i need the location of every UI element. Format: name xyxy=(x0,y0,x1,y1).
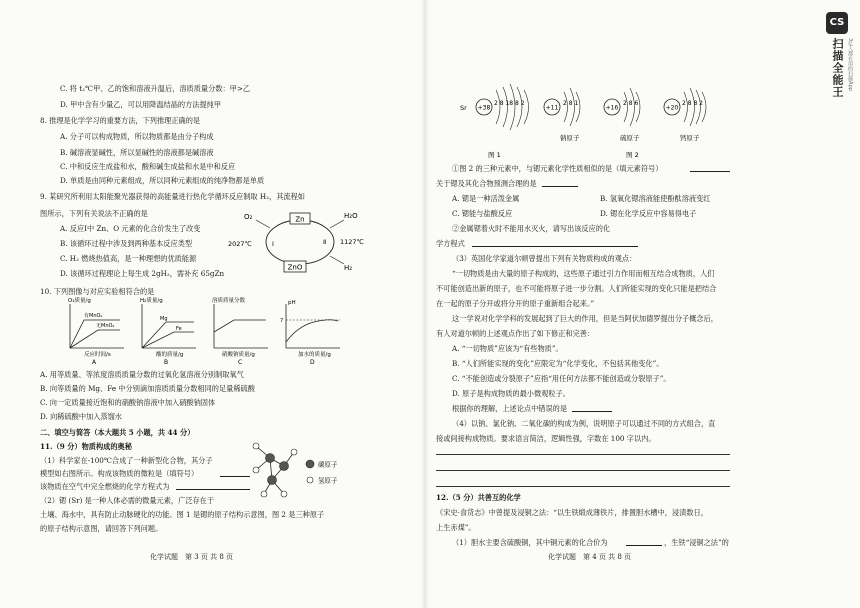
graph-c-xlabel: 硝酸钠质量/g xyxy=(222,352,255,358)
right-footer: 化学试题 第 4 页 共 8 页 xyxy=(548,553,632,561)
cycle-temp-1: 2027℃ xyxy=(228,240,252,248)
q8-stem: 8. 推理是化学学习的重要方法，下列推理正确的是 xyxy=(40,116,201,125)
sr-option-a: A. 锶是一种活泼金属 xyxy=(452,194,520,203)
q12-heading: 12.（5 分）共善互的化学 xyxy=(436,493,521,502)
zn-cycle-diagram xyxy=(228,206,368,278)
q11-2-1-answer-blank[interactable] xyxy=(690,171,730,172)
q12-1-answer-blank[interactable] xyxy=(626,545,662,546)
graph-c-tag: C xyxy=(238,359,243,366)
q11-3-intro: （3）英国化学家道尔顿曾提出下列有关物质构成的观点： xyxy=(452,254,637,263)
atom-ca-shells: 2 8 8 2 xyxy=(682,100,703,107)
q11-2-1-prediction: 关于锶及其化合物预测合理的是 xyxy=(436,179,537,188)
atom-na-label: 钠原子 xyxy=(560,134,580,142)
q11-4-text: （4）以钠、氯化钠、二氧化碳的构成为例，说明原子可以通过不同的方式组合，直 xyxy=(452,419,716,428)
q11-2-2-answer-blank[interactable] xyxy=(472,246,638,247)
figure-2-caption: 图 2 xyxy=(626,151,639,159)
camscanner-tagline: 3亿人都在用的扫描App xyxy=(847,38,853,91)
q11-3-answer-blank[interactable] xyxy=(572,411,612,412)
q11-2-1-text: ①图 2 的三种元素中，与锶元素化学性质相似的是（填元素符号） xyxy=(452,164,663,173)
cycle-zn: Zn xyxy=(295,215,305,224)
cycle-reaction-1: Ⅰ xyxy=(272,240,274,248)
q11-heading: 11.（9 分）物质构成的奥秘 xyxy=(40,442,132,451)
revision-b: B. “人们所能实现的变化”应限定为“化学变化，不包括其他变化”。 xyxy=(452,359,664,368)
atom-s-nucleus: +16 xyxy=(605,104,619,112)
q11-4-text-cont: 接或间接构成物质。要求语言简洁，逻辑性强，字数在 100 字以内。 xyxy=(436,434,656,443)
q11-2-text: （2）锶 (Sr) 是一种人体必需的微量元素，广泛存在于 xyxy=(40,496,215,505)
q11-2-2-equation-prompt: 学方程式 xyxy=(436,239,465,248)
atom-ca-nucleus: +20 xyxy=(665,104,679,112)
graph-a-xlabel: 反应时间/s xyxy=(84,352,111,358)
q9-stem: 9. 某研究所利用太阳能聚光器获得的高能量进行热化学循环反应制取 H₂，其流程如 xyxy=(40,192,305,201)
cycle-o2: O₂ xyxy=(244,213,253,221)
q11-1-answer-blank-2[interactable] xyxy=(176,489,250,490)
q10-option-c: C. 向一定质量接近饱和的硝酸钠溶液中加入硝酸钠固体 xyxy=(40,398,216,407)
atom-structure-figures xyxy=(460,78,720,160)
q12-text-cont: 上生赤煤”。 xyxy=(436,523,476,532)
dalton-quote-1: “一切物质是由大量的原子构成的，这些原子通过引力作用而相互结合成物质，人们 xyxy=(452,269,715,278)
atom-s-shells: 2 8 6 xyxy=(623,100,639,107)
q10-stem: 10. 下列图像与对应实验相符合的是 xyxy=(40,287,155,296)
q12-1-text-cont: ，生铁“浸铜之法”的 xyxy=(664,538,729,547)
graph-a-tag: A xyxy=(92,359,97,366)
section-2-heading: 二、填空与简答（本大题共 5 小题，共 44 分） xyxy=(40,428,195,437)
q11-1-text: （1）科学家在-100℃合成了一种新型化合物，其分子 xyxy=(40,456,213,465)
legend-hydrogen: 氢原子 xyxy=(318,476,338,485)
revision-c: C. “不能创造或分裂原子”应指“用任何方法都不能创造或分裂原子”。 xyxy=(452,374,671,383)
q8-option-a: A. 分子可以构成物质，所以物质都是由分子构成 xyxy=(60,132,214,141)
q11-1-text-cont: 模型如右图所示。构成该物质的微粒是（填符号） xyxy=(40,469,199,478)
q12-1-text: （1）胆水主要含硫酸铜，其中铜元素的化合价为 xyxy=(452,538,608,547)
q11-1-equation-prompt: 该物质在空气中完全燃烧的化学方程式为 xyxy=(40,482,170,491)
cycle-h2: H₂ xyxy=(344,264,353,272)
q7-option-c: C. 将 t₂℃甲、乙的饱和溶液升温后，溶质质量分数：甲>乙 xyxy=(60,84,251,93)
figure-1-caption: 图 1 xyxy=(488,151,501,159)
q10-option-a: A. 用等质量、等浓度溶质质量分数的过氧化氢溶液分别制取氧气 xyxy=(40,370,244,379)
cycle-reaction-2: Ⅱ xyxy=(323,238,327,246)
q8-option-c: C. 中和反应生成盐和水，酸和碱生成盐和水是中和反应 xyxy=(60,162,236,171)
sr-option-b: B. 氢氧化锶溶液能使酚酞溶液变红 xyxy=(600,194,711,203)
q8-option-b: B. 碱溶液显碱性，所以显碱性的溶液都是碱溶液 xyxy=(60,148,214,157)
q9-option-c: C. H₂ 燃烧热值高，是一种理想的优质能源 xyxy=(60,254,197,263)
graph-a xyxy=(68,296,124,366)
cycle-temp-2: 1127℃ xyxy=(340,238,364,246)
graph-a-ylabel: O₂质量/g xyxy=(68,298,91,304)
q10-option-b: B. 向等质量的 Mg、Fe 中分别滴加溶质质量分数相同的足量稀硫酸 xyxy=(40,384,255,393)
graph-d-ref-value: 7 xyxy=(280,318,284,324)
atom-sr-shells: 2 8 18 8 2 xyxy=(494,100,525,107)
cycle-h2o: H₂O xyxy=(344,212,358,220)
revision-a: A. “一切物质”应该为“有些物质”。 xyxy=(452,344,563,353)
q8-option-d: D. 单质是由同种元素组成，所以同种元素组成的纯净物都是单质 xyxy=(60,176,265,185)
q10-graphs xyxy=(62,296,362,366)
q9-option-d: D. 该循环过程理论上每生成 2gH₂，需补充 65gZn xyxy=(60,269,225,278)
legend-carbon: 碳原子 xyxy=(318,460,338,469)
graph-b-xlabel: 酸的质量/g xyxy=(156,352,184,358)
q9-stem-cont: 图所示，下列有关说法不正确的是 xyxy=(40,209,148,218)
dalton-quote-3: 在一起的原子分开或将分开的原子重新组合起来。” xyxy=(436,299,595,308)
atom-sr-nucleus: +38 xyxy=(477,104,491,112)
graph-b-series-2: Fe xyxy=(176,326,182,332)
q11-3-context-cont: 有人对道尔顿的上述观点作出了如下修正和完善： xyxy=(436,329,595,338)
q9-option-b: B. 该循环过程中涉及到两种基本反应类型 xyxy=(60,239,193,248)
q11-2-text-end: 的原子结构示意图，请回答下列问题。 xyxy=(40,524,163,533)
camscanner-name: 扫描全能王 xyxy=(831,38,844,98)
q11-4-answer-line-3[interactable] xyxy=(436,486,730,487)
revision-d: D. 原子是构成物质的最小微观粒子。 xyxy=(452,389,570,398)
graph-d xyxy=(280,300,340,366)
q12-text: 《宋史·食货志》中曾提及浸铜之法：“以生铁煅成薄铁片，排置胆水槽中，浸渍数日， xyxy=(436,508,708,517)
graph-d-xlabel: 加水的质量/g xyxy=(298,352,331,358)
q7-option-d: D. 甲中含有少量乙，可以用降温结晶的方法提纯甲 xyxy=(60,100,222,109)
dalton-quote-2: 不可能创造出新的原子，也不可能将原子进一步分割。人们所能实现的变化只能是把结合 xyxy=(436,284,717,293)
graph-c-ylabel: 溶质质量分数 xyxy=(212,298,246,304)
graph-b-ylabel: H₂质量/g xyxy=(140,298,163,304)
graph-a-series-1: 有MnO₂ xyxy=(84,313,103,319)
sr-option-c: C. 锶能与盐酸反应 xyxy=(452,209,513,218)
page-fold xyxy=(421,0,429,608)
atom-sr-symbol: Sr xyxy=(460,104,467,112)
graph-d-tag: D xyxy=(310,359,315,366)
q11-3-context: 这一学说对化学学科的发展起到了巨大的作用，但是当阿伏加德罗提出分子概念后， xyxy=(452,314,718,323)
q9-option-a: A. 反应Ⅰ中 Zn、O 元素的化合价发生了改变 xyxy=(60,224,201,233)
sr-option-d: D. 锶在化学反应中容易得电子 xyxy=(600,209,697,218)
q11-4-answer-line-1[interactable] xyxy=(436,454,730,455)
graph-c xyxy=(212,296,268,366)
graph-a-series-2: 无MnO₂ xyxy=(96,323,115,329)
atom-na-shells: 2 8 1 xyxy=(563,100,579,107)
graph-b-tag: B xyxy=(164,359,169,366)
q11-2-text-cont: 土壤、海水中，具有防止动脉硬化的功能。图 1 是锶的原子结构示意图，图 2 是三种原子 xyxy=(40,510,325,519)
graph-b-series-1: Mg xyxy=(160,316,168,322)
q11-2-2-text: ②金属锶着火时不能用水灭火，请写出该反应的化 xyxy=(452,224,611,233)
atom-na-nucleus: +11 xyxy=(545,104,559,112)
cycle-zno: ZnO xyxy=(287,263,303,272)
q11-2-1-prediction-blank[interactable] xyxy=(542,186,578,187)
camscanner-logo: CS xyxy=(826,12,848,34)
left-footer: 化学试题 第 3 页 共 8 页 xyxy=(150,553,234,561)
graph-d-ylabel: pH xyxy=(288,300,296,306)
graph-b xyxy=(140,296,196,366)
molecule-model xyxy=(250,440,360,500)
atom-s-label: 硫原子 xyxy=(620,134,640,142)
atom-ca-label: 钙原子 xyxy=(680,134,700,142)
q10-option-d: D. 向稀硫酸中加入蒸馏水 xyxy=(40,412,122,421)
q11-4-answer-line-2[interactable] xyxy=(436,470,730,471)
q11-3-question: 根据你的理解，上述论点中错误的是 xyxy=(452,404,568,413)
q11-1-answer-blank-1[interactable] xyxy=(220,476,250,477)
